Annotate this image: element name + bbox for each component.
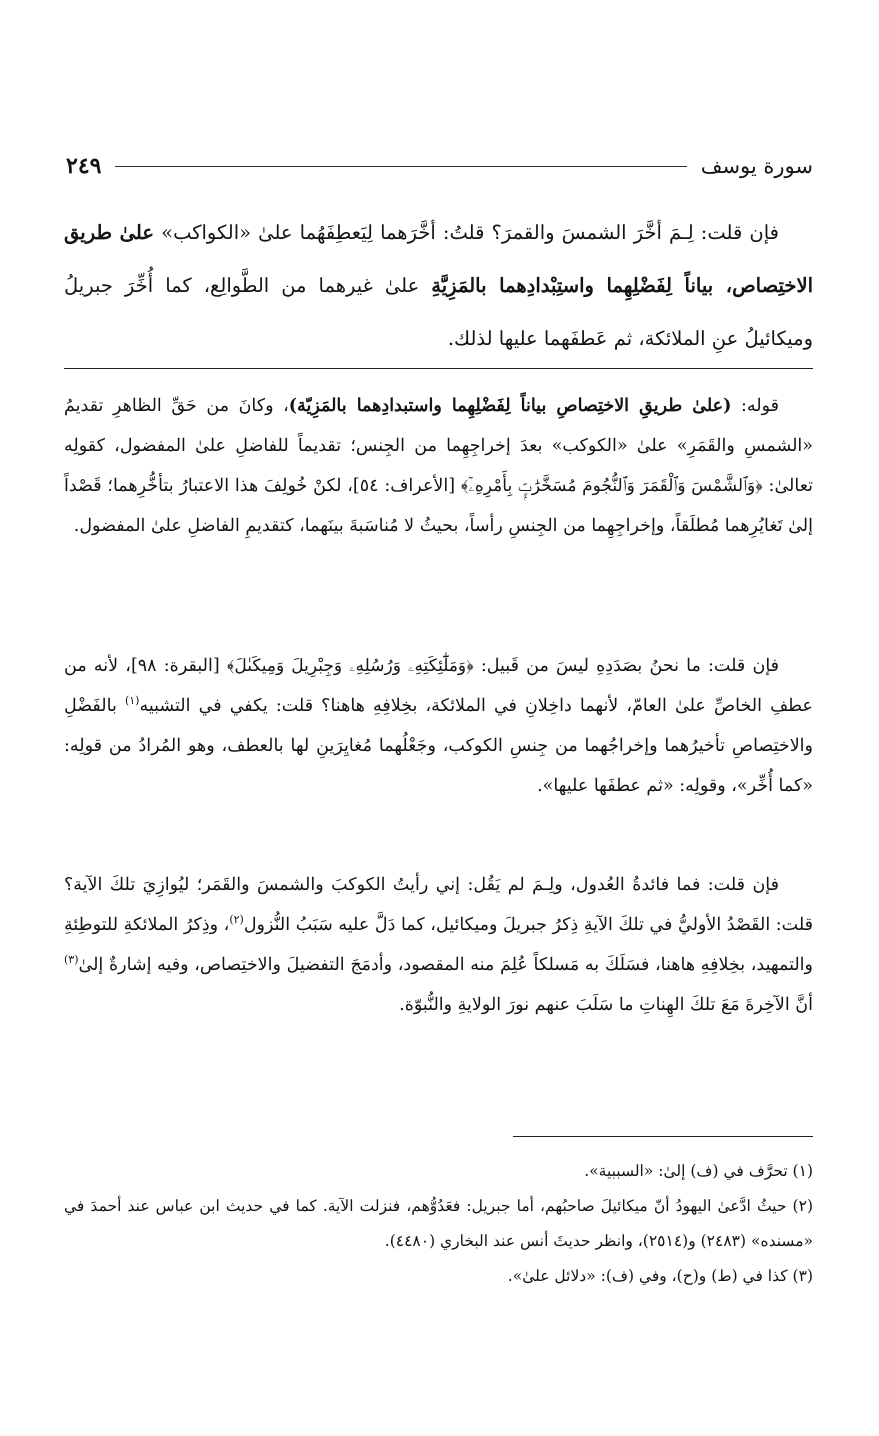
footnote-2: (٢) حيثُ ادَّعىٰ اليهودُ أنّ ميكائيلَ صاحبُهم، أما جبريل: فعَدُوُّهم، فنزلت الآية. كما في حديث ابن عباس عند أحمدَ في «مسنده» (٢٤٨٣) و(٢٥١٤)، وانظر حديثَ أنس عند البخاري (٤٤٨٠). — [64, 1197, 813, 1250]
sharh-paragraph-3 — [64, 865, 813, 1025]
footnote-rule — [513, 1136, 813, 1137]
page-number: ٢٤٩ — [66, 153, 102, 179]
footnote-1: (١) تحرَّف في (ف) إلىٰ: «السببية». — [584, 1162, 813, 1180]
sharh-text: [الأعراف: ٥٤]، لكنْ خُولِفَ هذا الاعتبارُ بتأخُّرِهما؛ قَصْداً إلىٰ تَغايُرِهما مُطلَقاً، وإخراجِهِما من الجِنسِ رأساً، بحيثُ لا مُناسَبةَ بينَهما، كتقديمِ الفاضلِ علىٰ المفضول. — [64, 476, 813, 536]
sharh-paragraph-1 — [64, 386, 813, 546]
matn-sharh-divider — [64, 368, 813, 369]
sharh-text: فإن قلت: ما نحنُ بصَدَدِهِ ليسَ من قَبيل: — [473, 656, 780, 676]
sharh-paragraph-2 — [64, 646, 813, 806]
sharh-text: ، وكانَ من حَقِّ الظاهرِ تقديمُ «الشمسِ والقَمَرِ» علىٰ «الكوكب» بعدَ إخراجِهِما من الجِنس؛ تقديماً للفاضلِ علىٰ المفضول، كقولِه تعالىٰ: — [64, 396, 814, 496]
matn-text: علىٰ غيرهما من الطَّوالِع، كما أُخِّرَ جبريلُ وميكائيلُ عنِ الملائكة، ثم عَطفَهما عليها لذلك. — [64, 274, 813, 350]
footnote-marker: (٣) — [64, 953, 79, 967]
surah-title: سورة يوسف — [700, 154, 813, 178]
sharh-quote: (علىٰ طريقِ الاختِصاصِ بياناً لِفَضْلِهِما واستبدادِهما بالمَزِيّة) — [288, 396, 732, 416]
sharh-lead: قوله: — [731, 396, 779, 416]
footnote-marker: (٢) — [229, 913, 244, 927]
header-rule — [115, 166, 686, 167]
footnote-marker: (١) — [124, 694, 140, 708]
footnotes — [64, 1154, 813, 1294]
sharh-text: بالفَضْلِ والاختِصاصِ تأخيرُهما وإخراجُهما من جِنسِ الكوكب، وجَعْلُهما مُغايِرَينِ لها بالعطف، وهو المُرادُ من قولِه: «كما أُخِّر»، وقولِه: «ثم عطفَها عليها». — [64, 696, 813, 796]
sharh-text: ، وذِكرُ الملائكةِ للتوطِئةِ والتمهيد، بخِلافِهِ هاهنا، فسَلَكَ به مَسلكاً عُلِمَ منه المقصود، وأدمَجَ التفضيلَ والاختِصاص، وفيه إشارةٌ إلىٰ — [64, 915, 813, 975]
sharh-text: [البقرة: ٩٨]، لأنه من عطفِ الخاصِّ علىٰ العامّ، لأنهما داخِلانِ في الملائكة، بخِلافِهِ هاهنا؟ قلت: يكفي في التشبيه — [64, 656, 813, 716]
matn-paragraph — [64, 206, 813, 365]
page-header — [66, 150, 813, 182]
sharh-text: أنَّ الآخِرةَ مَعَ تلكَ الهِناتِ ما سَلَبَ عنهم نورَ الولايةِ والنُّبوّة. — [399, 995, 813, 1015]
footnote-3: (٣) كذا في (ط) و(ح)، وفي (ف): «دلائل علىٰ». — [507, 1267, 813, 1285]
sharh-text: فإن قلت: فما فائدةُ العُدول، ولِـمَ لم يَقُل: إني رأيتُ الكوكبَ والشمسَ والقَمَر؛ ليُوازِيَ تلكَ الآية؟ قلت: القَصْدُ الأوليُّ في تلكَ الآيةِ ذِكرُ جبريلَ وميكائيل، كما دَلَّ عليه سَبَبُ النُّزول — [64, 875, 813, 935]
quran-verse: ﴿وَمَلَٰٓئِكَتِهِۦ وَرُسُلِهِۦ وَجِبْرِيلَ وَمِيكَىٰلَ﴾ — [226, 656, 474, 676]
matn-text: فإن قلت: لِـمَ أخَّرَ الشمسَ والقمرَ؟ قلتُ: أخَّرَهما لِيَعطِفَهُما علىٰ «الكواكب» — [154, 221, 779, 244]
quran-verse: ﴿وَٱلشَّمْسَ وَٱلْقَمَرَ وَٱلنُّجُومَ مُسَخَّرَٰتٍۭ بِأَمْرِهِۦٓ﴾ — [460, 476, 763, 496]
matn-highlight: علىٰ طريق الاختِصاص، بياناً لِفَضْلِهِما واستِبْدادِهما بالمَزِيَّةِ — [64, 221, 813, 297]
